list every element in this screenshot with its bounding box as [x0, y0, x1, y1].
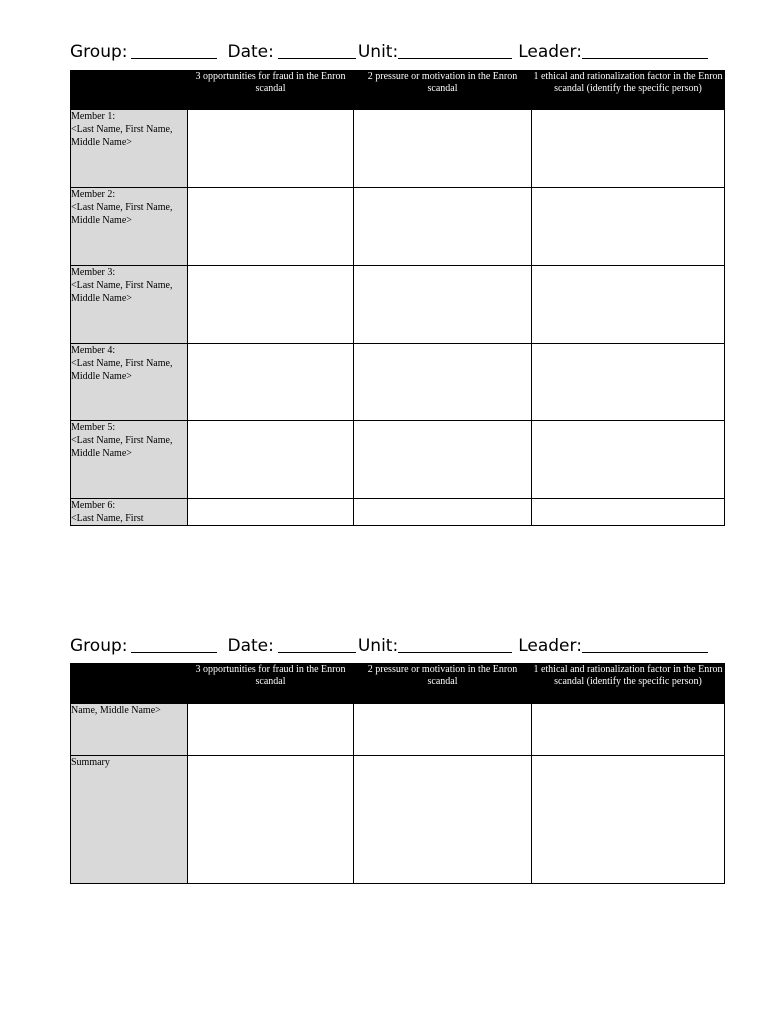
- unit-field: [358, 42, 512, 62]
- date-label: Date:: [227, 636, 274, 656]
- table-row: [71, 110, 725, 188]
- fraud-table-page2: [70, 663, 725, 884]
- date-label: Date:: [227, 42, 274, 62]
- rationalization-cell[interactable]: [532, 704, 725, 756]
- member-6-label: Member 6: <Last Name, First: [71, 499, 188, 526]
- header-pressure: 2 pressure or motivation in the Enron scandal: [354, 71, 532, 110]
- opportunities-cell[interactable]: [188, 188, 354, 266]
- pressure-cell[interactable]: [354, 499, 532, 526]
- header-rationalization: 1 ethical and rationalization factor in the Enron scandal (identify the specific person): [532, 71, 725, 110]
- rationalization-cell[interactable]: [532, 756, 725, 884]
- member-2-label: Member 2: <Last Name, First Name, Middle Name>: [71, 188, 188, 266]
- unit-label: Unit:: [357, 42, 399, 62]
- rationalization-cell[interactable]: [532, 188, 725, 266]
- header-pressure: 2 pressure or motivation in the Enron scandal: [354, 664, 532, 704]
- header-opportunities: 3 opportunities for fraud in the Enron scandal: [188, 664, 354, 704]
- leader-blank: [582, 636, 708, 653]
- fraud-table-page1: [70, 70, 725, 526]
- date-blank: [278, 42, 356, 59]
- unit-label: Unit:: [357, 636, 399, 656]
- pressure-cell[interactable]: [354, 704, 532, 756]
- leader-label: Leader:: [518, 42, 582, 62]
- rationalization-cell[interactable]: [532, 266, 725, 344]
- unit-blank: [398, 636, 512, 653]
- pressure-cell[interactable]: [354, 266, 532, 344]
- group-blank: [131, 636, 217, 653]
- group-label: Group:: [70, 636, 128, 656]
- opportunities-cell[interactable]: [188, 421, 354, 499]
- header-rationalization: 1 ethical and rationalization factor in the Enron scandal (identify the specific person): [532, 664, 725, 704]
- opportunities-cell[interactable]: [188, 110, 354, 188]
- date-blank: [278, 636, 356, 653]
- opportunities-cell[interactable]: [188, 344, 354, 421]
- header-opportunities: 3 opportunities for fraud in the Enron scandal: [188, 71, 354, 110]
- table-header-row: [71, 71, 725, 110]
- leader-blank: [582, 42, 708, 59]
- pressure-cell[interactable]: [354, 756, 532, 884]
- opportunities-cell[interactable]: [188, 266, 354, 344]
- table-row: [71, 188, 725, 266]
- leader-label: Leader:: [518, 636, 582, 656]
- group-blank: [131, 42, 217, 59]
- form-header-bottom: [70, 630, 708, 656]
- unit-field: [358, 636, 512, 656]
- group-label: Group:: [70, 42, 128, 62]
- header-corner: [71, 71, 188, 110]
- date-field: [227, 636, 355, 656]
- table-row: [71, 499, 725, 526]
- table-row: [71, 756, 725, 884]
- rationalization-cell[interactable]: [532, 421, 725, 499]
- summary-label: Summary: [71, 756, 188, 884]
- table-header-row: [71, 664, 725, 704]
- header-corner: [71, 664, 188, 704]
- date-field: [227, 42, 355, 62]
- opportunities-cell[interactable]: [188, 499, 354, 526]
- unit-blank: [398, 42, 512, 59]
- opportunities-cell[interactable]: [188, 704, 354, 756]
- group-field: [70, 42, 217, 62]
- member-6-continued-label: Name, Middle Name>: [71, 704, 188, 756]
- leader-field: [518, 42, 708, 62]
- member-1-label: Member 1: <Last Name, First Name, Middle Name>: [71, 110, 188, 188]
- member-3-label: Member 3: <Last Name, First Name, Middle Name>: [71, 266, 188, 344]
- pressure-cell[interactable]: [354, 421, 532, 499]
- rationalization-cell[interactable]: [532, 110, 725, 188]
- rationalization-cell[interactable]: [532, 499, 725, 526]
- member-5-label: Member 5: <Last Name, First Name, Middle Name>: [71, 421, 188, 499]
- pressure-cell[interactable]: [354, 344, 532, 421]
- table-row: [71, 421, 725, 499]
- leader-field: [518, 636, 708, 656]
- table-row: [71, 704, 725, 756]
- member-4-label: Member 4: <Last Name, First Name, Middle Name>: [71, 344, 188, 421]
- opportunities-cell[interactable]: [188, 756, 354, 884]
- pressure-cell[interactable]: [354, 188, 532, 266]
- table-row: [71, 344, 725, 421]
- pressure-cell[interactable]: [354, 110, 532, 188]
- rationalization-cell[interactable]: [532, 344, 725, 421]
- group-field: [70, 636, 217, 656]
- table-row: [71, 266, 725, 344]
- form-header-top: [70, 36, 708, 62]
